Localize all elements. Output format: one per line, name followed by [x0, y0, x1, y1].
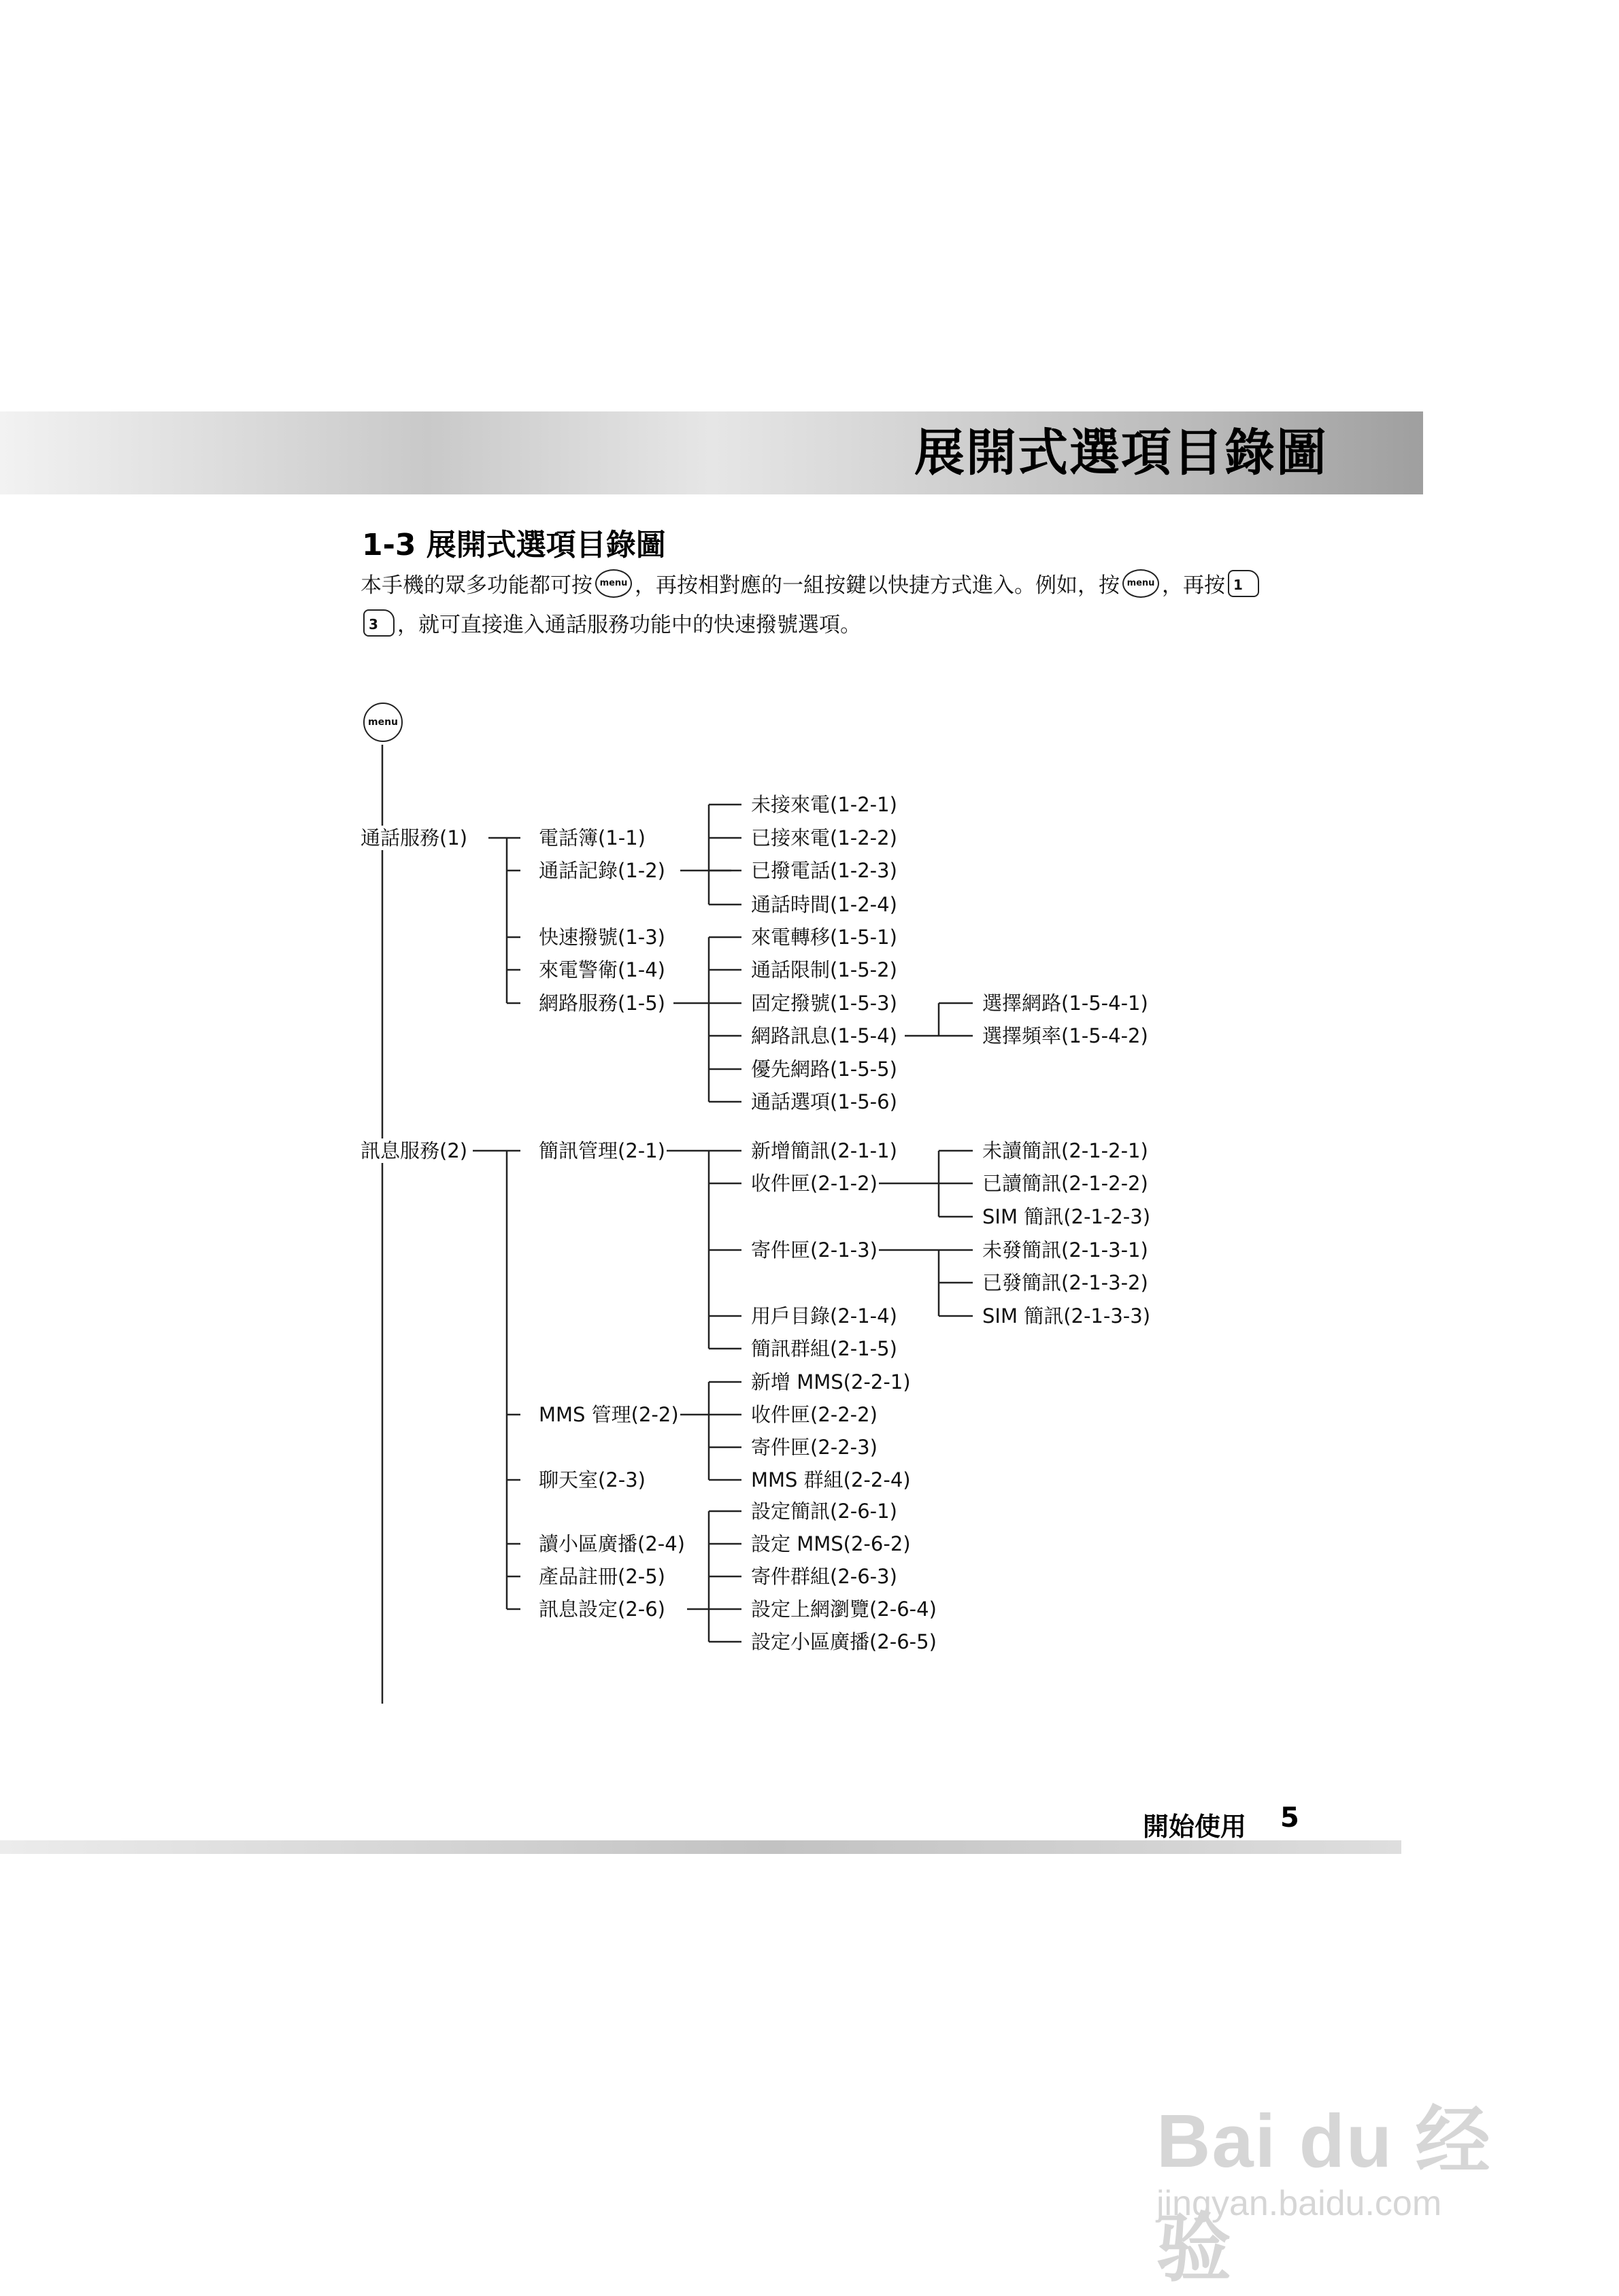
node-sender-groups: 寄件群組(2-6-3): [751, 1565, 897, 1588]
node-chat-room: 聊天室(2-3): [539, 1468, 646, 1491]
baidu-watermark: [1156, 2081, 1537, 2291]
menu-key-icon: menu: [1122, 569, 1159, 598]
node-unsent-sms: 未發簡訊(2-1-3-1): [982, 1238, 1148, 1262]
node-missed-calls: 未接來電(1-2-1): [751, 793, 897, 816]
node-sent-sms: 已發簡訊(2-1-3-2): [982, 1271, 1148, 1294]
intro-text-d: ，就可直接進入通話服務功能中的快速撥號選項。: [397, 613, 861, 637]
node-call-options: 通話選項(1-5-6): [751, 1090, 897, 1113]
node-mms-manager: MMS 管理(2-2): [539, 1403, 679, 1426]
banner-title: 展開式選項目錄圖: [914, 424, 1328, 482]
node-call-log: 通話記錄(1-2): [539, 859, 665, 882]
footer-section-label: 開始使用: [1143, 1812, 1247, 1842]
node-dialed-calls: 已撥電話(1-2-3): [751, 859, 897, 882]
node-call-services: 通話服務(1): [361, 826, 468, 849]
node-new-sms: 新增簡訊(2-1-1): [751, 1139, 897, 1162]
node-fixed-dialing: 固定撥號(1-5-3): [751, 992, 897, 1015]
node-message-settings: 訊息設定(2-6): [539, 1598, 665, 1621]
node-product-registration: 產品註冊(2-5): [539, 1565, 665, 1588]
intro-text-c: ，再按: [1162, 573, 1225, 598]
node-cell-broadcast: 讀小區廣播(2-4): [539, 1532, 685, 1555]
node-sim-sms-inbox: SIM 簡訊(2-1-2-3): [982, 1205, 1151, 1228]
key-3-icon: 3: [363, 609, 395, 637]
node-read-sms: 已讀簡訊(2-1-2-2): [982, 1172, 1148, 1195]
node-sms-outbox: 寄件匣(2-1-3): [751, 1238, 878, 1262]
node-select-band: 選擇頻率(1-5-4-2): [982, 1024, 1148, 1047]
node-user-directory: 用戶目錄(2-1-4): [751, 1304, 897, 1328]
node-mms-settings: 設定 MMS(2-6-2): [751, 1532, 911, 1555]
node-call-guard: 來電警衛(1-4): [539, 958, 665, 981]
watermark-brand: Bai du 经验: [1156, 2099, 1492, 2291]
node-sms-manager: 簡訊管理(2-1): [539, 1139, 665, 1162]
node-sms-settings: 設定簡訊(2-6-1): [751, 1500, 897, 1523]
node-sim-sms-outbox: SIM 簡訊(2-1-3-3): [982, 1304, 1151, 1328]
node-network-services: 網路服務(1-5): [539, 992, 665, 1015]
section-heading: 1-3 展開式選項目錄圖: [362, 528, 666, 562]
node-call-barring: 通話限制(1-5-2): [751, 958, 897, 981]
node-sms-inbox: 收件匣(2-1-2): [751, 1172, 878, 1195]
node-call-forwarding: 來電轉移(1-5-1): [751, 926, 897, 949]
menu-key-icon: menu: [595, 569, 632, 598]
node-received-calls: 已接來電(1-2-2): [751, 826, 897, 849]
node-call-time: 通話時間(1-2-4): [751, 893, 897, 916]
node-new-mms: 新增 MMS(2-2-1): [751, 1370, 911, 1394]
watermark-url: jingyan.baidu.com: [1156, 2184, 1442, 2223]
node-broadcast-settings: 設定小區廣播(2-6-5): [751, 1630, 937, 1653]
node-network-info: 網路訊息(1-5-4): [751, 1024, 897, 1047]
node-browser-settings: 設定上網瀏覽(2-6-4): [751, 1598, 937, 1621]
node-mms-inbox: 收件匣(2-2-2): [751, 1403, 878, 1426]
key-1-icon: 1: [1228, 570, 1259, 597]
intro-text-a: 本手機的眾多功能都可按: [361, 573, 592, 598]
node-sms-groups: 簡訊群組(2-1-5): [751, 1337, 897, 1360]
intro-text-b: ，再按相對應的一組按鍵以快捷方式進入。例如，按: [635, 573, 1120, 598]
node-message-services: 訊息服務(2): [361, 1139, 468, 1162]
node-speed-dial: 快速撥號(1-3): [539, 926, 665, 949]
node-select-network: 選擇網路(1-5-4-1): [982, 992, 1148, 1015]
menu-root-icon: menu: [363, 703, 403, 742]
node-preferred-network: 優先網路(1-5-5): [751, 1058, 897, 1081]
node-unread-sms: 未讀簡訊(2-1-2-1): [982, 1139, 1148, 1162]
node-mms-outbox: 寄件匣(2-2-3): [751, 1436, 878, 1459]
node-phonebook: 電話簿(1-1): [539, 826, 646, 849]
page-number: 5: [1280, 1802, 1299, 1834]
node-mms-groups: MMS 群組(2-2-4): [751, 1468, 911, 1491]
